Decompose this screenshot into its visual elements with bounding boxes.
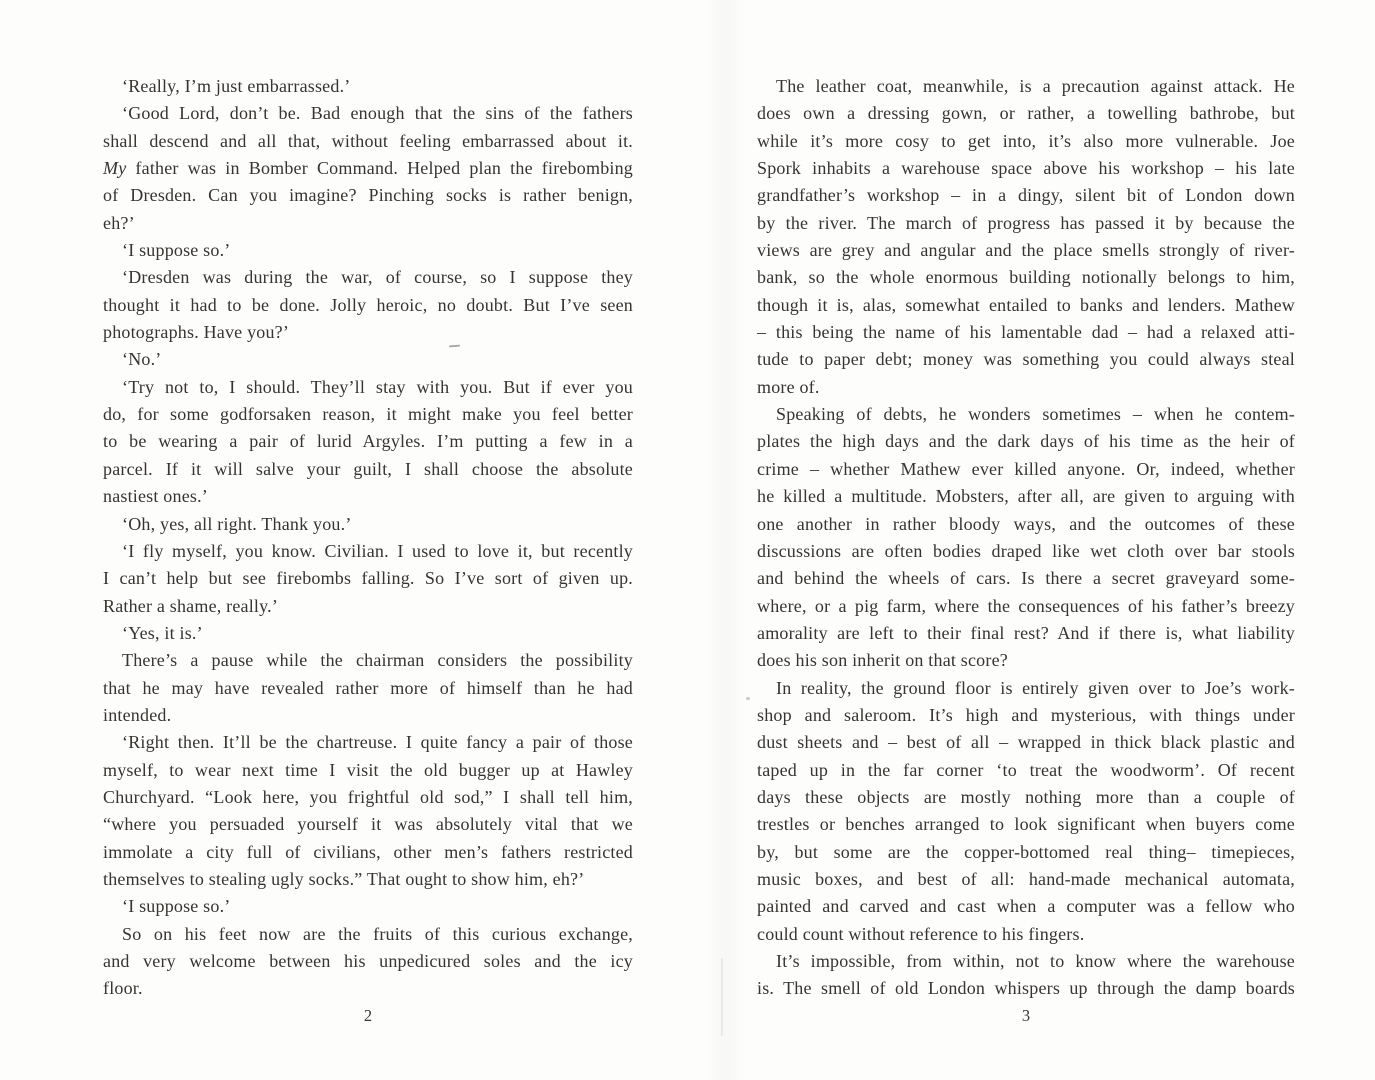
text-line: plates the high days and the dark days of his time as the heir of	[757, 431, 1295, 452]
text-line: music boxes, and best of all: hand-made mechanical automata,	[757, 868, 1295, 889]
text-line: ‘I suppose so.’	[122, 240, 231, 261]
text-line: do, for some godforsaken reason, it might make you feel better	[103, 404, 633, 425]
text-line: Spork inhabits a warehouse space above his workshop – his late	[757, 158, 1295, 179]
text-line: ‘Oh, yes, all right. Thank you.’	[122, 513, 352, 534]
text-line: – this being the name of his lamentable dad – had a relaxed atti-	[757, 322, 1295, 343]
text-line: tude to paper debt; money was something you could always steal	[757, 349, 1295, 370]
page-number: 3	[1021, 1006, 1031, 1025]
page-gutter-crease	[721, 958, 723, 1036]
text-line: grandfather’s workshop – in a dingy, silent bit of London down	[757, 185, 1295, 206]
text-line: There’s a pause while the chairman considers the possibility	[122, 650, 633, 671]
text-line: Churchyard. “Look here, you frightful old sod,” I shall tell him,	[103, 786, 633, 807]
text-line: It’s impossible, from within, not to know where the warehouse	[776, 951, 1295, 971]
text-line: My father was in Bomber Command. Helped plan the firebombing	[103, 158, 633, 179]
text-line: thought it had to be done. Jolly heroic, no doubt. But I’ve seen	[103, 294, 633, 315]
text-line: discussions are often bodies draped like wet cloth over bar stools	[757, 540, 1295, 561]
text-line: eh?’	[103, 212, 135, 233]
text-line: ‘Try not to, I should. They’ll stay with you. But if ever you	[122, 376, 633, 397]
text-line: I can’t help but see firebombs falling. So I’ve sort of given up.	[103, 568, 633, 589]
text-line: ‘I suppose so.’	[122, 896, 231, 917]
text-line: though it is, alas, somewhat entailed to banks and lenders. Mathew	[757, 294, 1295, 315]
page-gutter-shadow	[705, 0, 745, 1080]
text-line: In reality, the ground floor is entirely given over to Joe’s work-	[776, 677, 1295, 698]
text-line: floor.	[103, 978, 143, 999]
text-line: The leather coat, meanwhile, is a precaution against attack. He	[776, 76, 1295, 96]
text-line: trestles or benches arranged to look significant when buyers come	[757, 814, 1295, 835]
text-line: does his son inherit on that score?	[757, 650, 1008, 671]
text-line: immolate a city full of civilians, other men’s fathers restricted	[103, 841, 633, 862]
text-line: ‘Good Lord, don’t be. Bad enough that the sins of the fathers	[122, 103, 633, 124]
text-line: of Dresden. Can you imagine? Pinching socks is rather benign,	[103, 185, 633, 206]
text-line: is. The smell of old London whispers up through the damp boards	[757, 978, 1295, 999]
page-number: 2	[363, 1006, 373, 1025]
text-line: taped up in the far corner ‘to treat the woodworm’. Of recent	[757, 759, 1295, 780]
text-line: views are grey and angular and the place smells strongly of river-	[757, 240, 1295, 261]
text-line: ‘Right then. It’ll be the chartreuse. I quite fancy a pair of those	[122, 732, 633, 753]
text-line: could count without reference to his fingers.	[757, 923, 1085, 944]
text-line: ‘Really, I’m just embarrassed.’	[122, 76, 351, 96]
text-line: one another in rather bloody ways, and the outcomes of these	[757, 513, 1295, 534]
text-line: photographs. Have you?’	[103, 322, 290, 343]
text-line: ‘Dresden was during the war, of course, so I suppose they	[122, 267, 633, 288]
text-line: ‘Yes, it is.’	[122, 622, 203, 643]
text-line: days these objects are mostly nothing more than a couple of	[757, 786, 1295, 807]
text-line: to be wearing a pair of lurid Argyles. I’m putting a few in a	[103, 431, 633, 452]
text-line: and behind the wheels of cars. Is there a secret graveyard some-	[757, 568, 1295, 589]
text-line: myself, to wear next time I visit the old bugger up at Hawley	[103, 759, 633, 780]
text-line: painted and carved and cast when a computer was a fellow who	[757, 896, 1295, 917]
text-line: parcel. If it will salve your guilt, I shall choose the absolute	[103, 458, 633, 479]
text-line: and very welcome between his unpedicured soles and the icy	[103, 951, 633, 971]
text-line: Rather a shame, really.’	[103, 595, 279, 616]
text-line: “where you persuaded yourself it was absolutely vital that we	[103, 814, 633, 835]
text-line: shall descend and all that, without feeling embarrassed about it.	[103, 130, 633, 151]
text-line: shop and saleroom. It’s high and mysterious, with things under	[757, 704, 1295, 725]
text-line: amorality are left to their final rest? And if there is, what liability	[757, 622, 1295, 643]
text-line: bank, so the whole enormous building notionally belongs to him,	[757, 267, 1295, 288]
page-text	[757, 73, 1295, 1003]
scan-artifact	[746, 697, 750, 700]
text-line: by, but some are the copper-bottomed real thing– timepieces,	[757, 841, 1295, 862]
text-line: Speaking of debts, he wonders sometimes – when he contem-	[776, 404, 1295, 425]
text-line: ‘No.’	[122, 349, 162, 370]
text-line: ‘I fly myself, you know. Civilian. I used to love it, but recently	[122, 540, 633, 561]
text-line: more of.	[757, 376, 820, 397]
text-line: where, or a pig farm, where the consequences of his father’s breezy	[757, 595, 1295, 616]
page-text	[103, 73, 633, 1003]
text-line: crime – whether Mathew ever killed anyone. Or, indeed, whether	[757, 458, 1295, 479]
text-line: he killed a multitude. Mobsters, after all, are given to arguing with	[757, 486, 1295, 507]
text-line: So on his feet now are the fruits of this curious exchange,	[122, 923, 633, 944]
text-line: intended.	[103, 704, 172, 725]
text-line: themselves to stealing ugly socks.” That ought to show him, eh?’	[103, 868, 585, 889]
text-line: while it’s more cosy to get into, it’s also more vulnerable. Joe	[757, 130, 1295, 151]
text-line: that he may have revealed rather more of himself than he had	[103, 677, 633, 698]
text-line: by the river. The march of progress has passed it by because the	[757, 212, 1295, 233]
text-line: does own a dressing gown, or rather, a towelling bathrobe, but	[757, 103, 1295, 124]
text-line: dust sheets and – best of all – wrapped in thick black plastic and	[757, 732, 1295, 753]
text-line: nastiest ones.’	[103, 486, 208, 507]
